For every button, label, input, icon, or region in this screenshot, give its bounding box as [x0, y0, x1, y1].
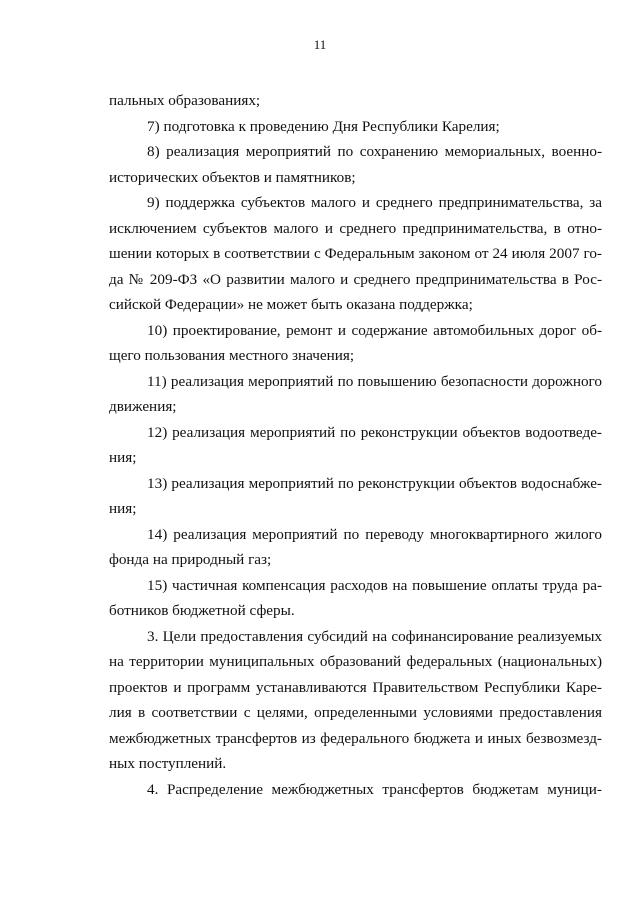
text-line: проектов и программ устанавливаются Правительством Республики Каре-	[109, 678, 602, 696]
paragraph	[109, 471, 602, 522]
text-line: пальных образованиях;	[109, 92, 261, 109]
paragraph	[109, 369, 602, 420]
text-line: 3. Цели предоставления субсидий на софинансирование реализуемых	[147, 627, 602, 645]
text-line: ных поступлений.	[109, 755, 227, 772]
text-line: 8) реализация мероприятий по сохранению мемориальных, военно-	[147, 143, 602, 160]
text-line: фонда на природный газ;	[109, 551, 272, 568]
text-line: 12) реализация мероприятий по реконструкции объектов водоотведе-	[147, 423, 602, 441]
text-line: межбюджетных трансфертов из федерального бюджета и иных безвозмезд-	[109, 729, 602, 747]
paragraph	[109, 139, 602, 190]
page-number: 11	[313, 37, 327, 52]
paragraph	[109, 420, 602, 471]
text-line: 15) частичная компенсация расходов на повышение оплаты труда ра-	[147, 576, 602, 594]
paragraph	[109, 114, 602, 140]
paragraph	[109, 624, 602, 777]
paragraph	[109, 573, 602, 624]
text-line: 10) проектирование, ремонт и содержание автомобильных дорог об-	[147, 321, 602, 339]
document-body	[109, 88, 602, 802]
text-line: да № 209-ФЗ «О развитии малого и среднего предпринимательства в Рос-	[109, 270, 602, 288]
text-line: 4. Распределение межбюджетных трансфертов бюджетам муници-	[147, 780, 602, 798]
text-line: шении которых в соответствии с Федеральным законом от 24 июля 2007 го-	[109, 245, 602, 262]
text-line: 13) реализация мероприятий по реконструкции объектов водоснабже-	[147, 474, 602, 492]
text-line: на территории муниципальных образований федеральных (национальных)	[109, 653, 602, 670]
text-line: лия в соответствии с целями, определенными условиями предоставления	[109, 704, 602, 721]
text-line: ботников бюджетной сферы.	[109, 602, 295, 619]
text-line: сийской Федерации» не может быть оказана поддержка;	[109, 296, 473, 313]
paragraph	[109, 190, 602, 318]
text-line: 7) подготовка к проведению Дня Республики Карелия;	[147, 117, 500, 135]
paragraph	[109, 777, 602, 803]
text-line: ния;	[109, 449, 137, 466]
text-line: исключением субъектов малого и среднего предпринимательства, в отно-	[109, 219, 602, 237]
paragraph	[109, 522, 602, 573]
text-line: 9) поддержка субъектов малого и среднего предпринимательства, за	[147, 194, 602, 211]
text-line: щего пользования местного значения;	[109, 347, 355, 364]
text-line: 14) реализация мероприятий по переводу многоквартирного жилого	[147, 525, 602, 543]
paragraph	[109, 88, 602, 114]
text-line: 11) реализация мероприятий по повышению безопасности дорожного	[147, 372, 602, 390]
paragraph	[109, 318, 602, 369]
text-line: исторических объектов и памятников;	[109, 168, 356, 186]
text-line: ния;	[109, 500, 137, 517]
text-line: движения;	[109, 398, 177, 415]
